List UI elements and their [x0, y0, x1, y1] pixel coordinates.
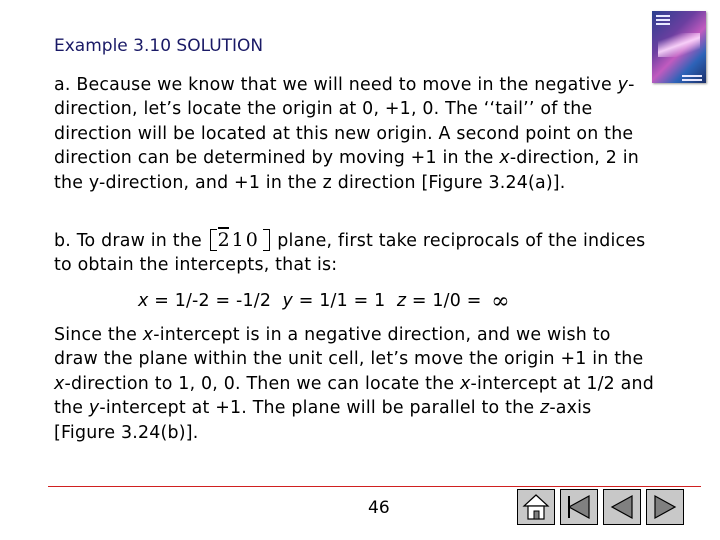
next-slide-button[interactable]: [646, 489, 684, 525]
slide-title: Example 3.10 SOLUTION: [54, 36, 264, 56]
home-button[interactable]: [517, 489, 555, 525]
footer-divider: [48, 486, 701, 487]
book-cover-image: [652, 11, 706, 83]
first-slide-button[interactable]: [560, 489, 598, 525]
previous-slide-button[interactable]: [603, 489, 641, 525]
solution-explanation: Since the x-intercept is in a negative direction, and we wish to draw the plane within the unit cell, let’s move the origin +1 in the x-direction to 1, 0, 0. Then we can locate the x-intercept at 1/2 and the y-intercept at +1. The plane will be parallel to the z-axis [Figure 3.24(b)].: [54, 325, 654, 443]
first-slide-icon: [561, 490, 597, 524]
next-slide-icon: [647, 490, 683, 524]
solution-part-b: b. To draw in the 210 plane, first take reciprocals of the indices to obtain the intercepts, that is:: [54, 229, 646, 276]
infinity-symbol: ∞: [491, 289, 510, 314]
intercept-equation: x = 1/-2 = -1/2 y = 1/1 = 1 z = 1/0 = ∞: [138, 289, 510, 314]
previous-slide-icon: [604, 490, 640, 524]
solution-part-a: a. Because we know that we will need to move in the negative y-direction, let’s locate the origin at 0, +1, 0. The ‘‘tail’’ of the direction will be located at this new origin. A second point on the direction can be determined by moving +1 in the x-direction, 2 in the y-direction, and +1 in the z direction [Figure 3.24(a)].: [54, 75, 640, 193]
page-number: 46: [368, 498, 390, 518]
miller-index-notation: 210: [208, 229, 272, 249]
home-icon: [518, 490, 554, 524]
